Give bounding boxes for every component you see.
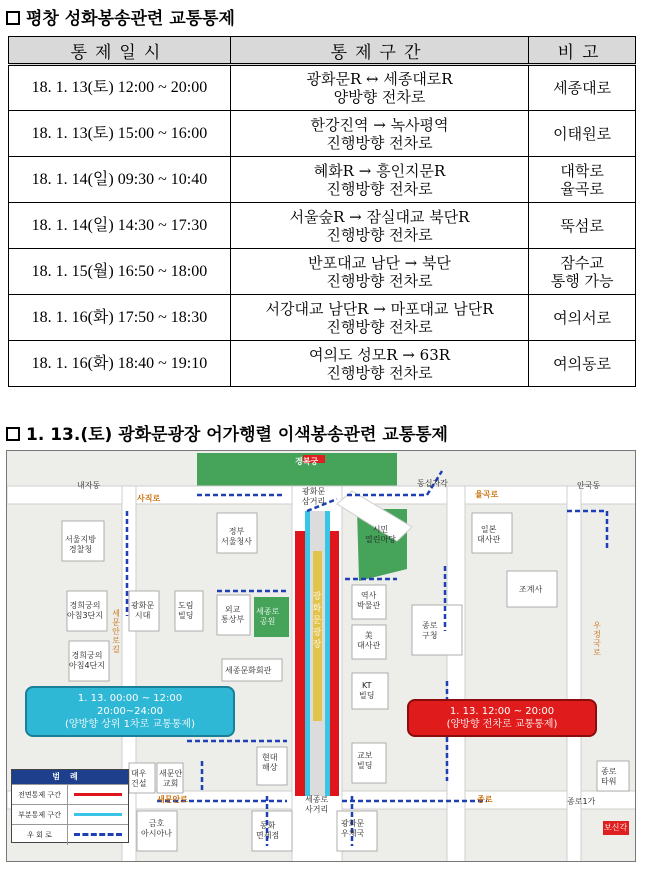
bosingak-label: 보신각 (604, 823, 628, 832)
traffic-map: 경복궁 내자동 사직로 광화문 삼거리 동십자각 율곡로 안국동 서울지방 경찰청 정부 서울청사 시민 열린마당 일본 대사관 경희궁의 아침3단지 경희궁의 아침4단지 광화문 시대 도림 빌딩 외교 통상부 세종로 공원 역사 박물관 美 대사관 조계사 종로 구청 세종문화회관 KT 빌딩 현대 해상 교보 빌딩 대우 건설 새문안 교회 새문안로 세종로 사거리 종로 종로1가 종로 타워 금호 아시아나 동화 면세점 광화문 우체국 보신각 세문안로길 우정국로 광화문광장 1. 13. 00:00 ~ 12:00 20:00~24:00 (양방향 상위 1차로 교통통제) 1. 13. 12:00 ~ 20:00 (양방향 전차로 교통통제) 범례 전면통제 구간 부분통제 구간 우 회 로 (6, 450, 636, 862)
row-note: 세종대로 (529, 65, 636, 111)
row-note: 여의서로 (529, 295, 636, 341)
row-section: 광화문R ↔ 세종대로R 양방향 전차로 (230, 65, 528, 111)
row-section: 여의도 성모R → 63R 진행방향 전차로 (230, 341, 528, 387)
daewoo-label: 대우 건설 (131, 769, 147, 788)
table-row (9, 203, 636, 249)
header-note: 비고 (529, 37, 636, 65)
history-museum-label: 역사 박물관 (357, 591, 381, 610)
kyobo-label: 교보 빌딩 (357, 751, 373, 770)
row-date: 18. 1. 15(월) 16:50 ~ 18:00 (9, 249, 231, 295)
japan-embassy-label: 일본 대사관 (477, 525, 501, 544)
saemunan-road-label: 새문안로 (157, 795, 188, 804)
detour-swatch (74, 833, 122, 836)
row-section: 서강대교 남단R → 마포대교 남단R 진행방향 전차로 (230, 295, 528, 341)
row-section: 반포대교 남단 → 북단 진행방향 전차로 (230, 249, 528, 295)
row-date: 18. 1. 14(일) 14:30 ~ 17:30 (9, 203, 231, 249)
traffic-control-table (8, 36, 636, 387)
sejong-intersection-label: 세종로 사거리 (305, 795, 329, 814)
partial-control-segment-west (305, 511, 310, 796)
row-note: 뚝섬로 (529, 203, 636, 249)
legend-detour: 우 회 로 (12, 824, 128, 844)
table-row (9, 111, 636, 157)
gwanghwamun-sidae-label: 광화문 시대 (131, 601, 155, 620)
row-note: 여의동로 (529, 341, 636, 387)
naeja-label: 내자동 (77, 481, 101, 490)
foreign-ministry-label: 외교 통상부 (221, 605, 245, 624)
dorim-building-label: 도림 빌딩 (178, 601, 194, 620)
ujeongguk-road-label: 우정국로 (593, 621, 601, 657)
yulgok-road-label: 율곡로 (475, 490, 499, 499)
jongno1-label: 종로1가 (567, 797, 596, 806)
govt-complex-label: 정부 서울청사 (221, 527, 252, 546)
row-date: 18. 1. 14(일) 09:30 ~ 10:40 (9, 157, 231, 203)
police-label: 서울지방 경찰청 (65, 535, 96, 554)
legend-partial: 부분통제 구간 (12, 804, 128, 824)
row-date: 18. 1. 13(토) 15:00 ~ 16:00 (9, 111, 231, 157)
row-date: 18. 1. 13(토) 12:00 ~ 20:00 (9, 65, 231, 111)
post-office-label: 광화문 우체국 (341, 819, 365, 838)
jongno-road-label: 종로 (477, 795, 493, 804)
partial-control-segment-east (325, 511, 330, 796)
checkbox-square-icon (6, 11, 20, 25)
row-date: 18. 1. 16(화) 18:40 ~ 19:10 (9, 341, 231, 387)
us-embassy-label: 美 대사관 (357, 631, 381, 650)
jogyesa-label: 조계사 (519, 585, 543, 594)
saemunan-v-label: 세문안로길 (112, 609, 120, 654)
anguk-label: 안국동 (577, 481, 601, 490)
row-section: 혜화R → 흥인지문R 진행방향 전차로 (230, 157, 528, 203)
gwanghwamun-intersection-label: 광화문 삼거리 (302, 487, 326, 506)
legend-full: 전면통제 구간 (12, 784, 128, 804)
apartment4-label: 경희궁의 아침4단지 (69, 651, 106, 670)
full-control-callout: 1. 13. 12:00 ~ 20:00 (양방향 전차로 교통통제) (407, 699, 597, 737)
table-row (9, 295, 636, 341)
legend-title: 범례 (12, 770, 128, 784)
row-section: 서울숲R → 잠실대교 북단R 진행방향 전차로 (230, 203, 528, 249)
header-section: 통제구간 (230, 37, 528, 65)
dongsipja-label: 동십자각 (417, 479, 448, 488)
jongno-tower-label: 종로 타워 (601, 767, 617, 786)
hyundai-label: 현대 해상 (262, 753, 278, 772)
table-row (9, 65, 636, 111)
kt-building-label: KT 빌딩 (359, 681, 375, 700)
row-date: 18. 1. 16(화) 17:50 ~ 18:30 (9, 295, 231, 341)
kumho-asiana-label: 금호 아시아나 (141, 819, 172, 838)
row-note: 잠수교 통행 가능 (529, 249, 636, 295)
table-row (9, 249, 636, 295)
table-row (9, 157, 636, 203)
partial-control-callout: 1. 13. 00:00 ~ 12:00 20:00~24:00 (양방향 상위 1차로 교통통제) (25, 686, 235, 737)
header-date: 통제일시 (9, 37, 231, 65)
checkbox-square-icon (6, 427, 20, 441)
section-title-schedule: 평창 성화봉송관련 교통통제 (6, 4, 235, 29)
civic-plaza-label: 시민 열린마당 (365, 525, 396, 544)
jongno-office-label: 종로 구청 (422, 621, 438, 640)
apartment3-label: 경희궁의 아침3단지 (67, 601, 104, 620)
map-legend (11, 769, 129, 843)
sejong-park-label: 세종로 공원 (256, 607, 280, 626)
row-note: 대학로 율곡로 (529, 157, 636, 203)
row-section: 한강진역 → 녹사평역 진행방향 전차로 (230, 111, 528, 157)
gwanghwamun-square-label: 광화문광장 (312, 592, 322, 650)
table-row (9, 341, 636, 387)
section-title-map: 1. 13.(토) 광화문광장 어가행렬 이색봉송관련 교통통제 (6, 420, 448, 445)
full-control-swatch (74, 793, 122, 796)
sejong-center-label: 세종문화회관 (225, 666, 272, 675)
partial-control-swatch (74, 813, 122, 816)
donghwa-dutyfree-label: 동화 면세점 (256, 821, 280, 840)
row-note: 이태원로 (529, 111, 636, 157)
saemunan-church-label: 새문안 교회 (159, 769, 183, 788)
sajik-road-label: 사직로 (137, 494, 161, 503)
